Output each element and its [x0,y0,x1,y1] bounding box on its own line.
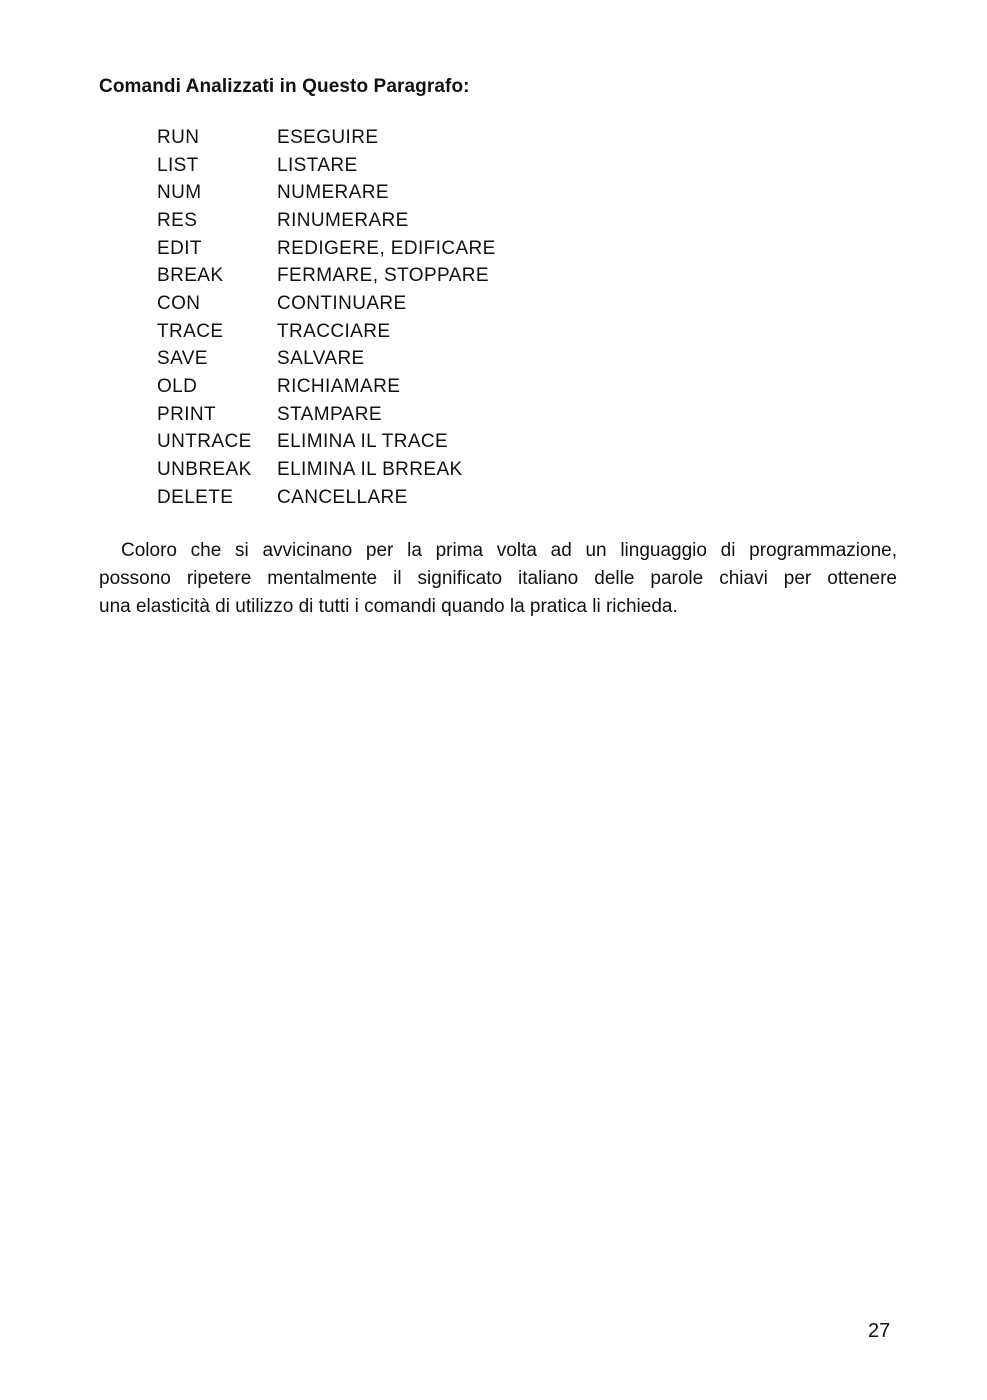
command-row [157,290,496,318]
command-row [157,373,496,401]
command-row [157,456,496,484]
command-meaning: TRACCIARE [277,320,391,342]
command-keyword: UNTRACE [157,431,252,453]
command-keyword: PRINT [157,403,216,425]
command-keyword: BREAK [157,265,224,287]
command-keyword: RUN [157,126,200,148]
command-row [157,152,496,180]
command-meaning: LISTARE [277,154,358,176]
command-row [157,484,496,512]
command-keyword: TRACE [157,320,224,342]
command-row [157,262,496,290]
command-keyword: RES [157,209,198,231]
paragraph-line: Coloro che si avvicinano per la prima volta ad un linguaggio di programmazione, [121,540,897,561]
page-number: 27 [868,1320,891,1342]
command-keyword: NUM [157,182,202,204]
command-keyword: OLD [157,376,198,398]
command-row [157,235,496,263]
command-meaning: CONTINUARE [277,292,407,314]
command-row [157,124,496,152]
command-keyword: SAVE [157,348,208,370]
command-meaning: FERMARE, STOPPARE [277,265,489,287]
command-meaning: SALVARE [277,348,365,370]
command-meaning: ESEGUIRE [277,126,379,148]
command-meaning: REDIGERE, EDIFICARE [277,237,496,259]
section-heading: Comandi Analizzati in Questo Paragrafo: [99,76,470,97]
command-meaning: STAMPARE [277,403,382,425]
command-keyword: DELETE [157,486,234,508]
command-meaning: RINUMERARE [277,209,409,231]
command-meaning: ELIMINA IL TRACE [277,431,449,453]
command-row [157,401,496,429]
command-keyword: LIST [157,154,199,176]
command-row [157,179,496,207]
command-row [157,346,496,374]
command-keyword: UNBREAK [157,459,252,481]
command-meaning: ELIMINA IL BRREAK [277,459,463,481]
command-meaning: RICHIAMARE [277,376,401,398]
paragraph-line: una elasticità di utilizzo di tutti i comandi quando la pratica li richieda. [99,596,678,617]
command-row [157,318,496,346]
command-row [157,429,496,457]
command-row [157,207,496,235]
command-keyword: CON [157,292,201,314]
command-meaning: NUMERARE [277,182,389,204]
command-list [157,124,496,512]
body-paragraph [99,537,897,621]
paragraph-line: possono ripetere mentalmente il significato italiano delle parole chiavi per ottenere [99,568,897,589]
command-meaning: CANCELLARE [277,486,408,508]
command-keyword: EDIT [157,237,202,259]
